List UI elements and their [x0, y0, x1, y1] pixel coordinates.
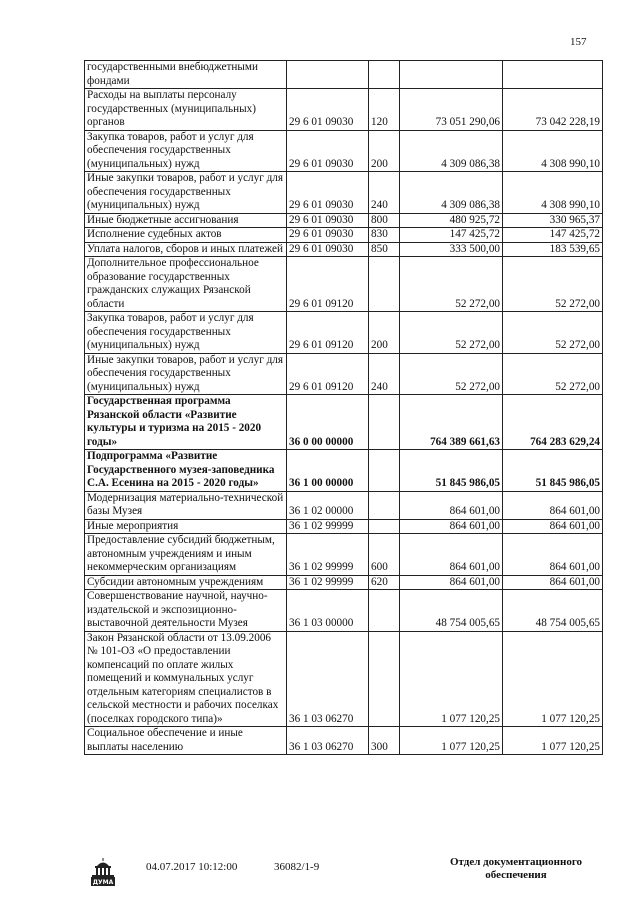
row-name-cell: Иные закупки товаров, работ и услуг для обеспечения государственных (муниципальных) нужд	[85, 172, 287, 214]
row-type-cell: 300	[369, 727, 400, 755]
row-name-cell: Иные закупки товаров, работ и услуг для обеспечения государственных (муниципальных) нужд	[85, 353, 287, 395]
row-code-cell: 36 0 00 00000	[287, 395, 369, 450]
row-code-cell: 29 6 01 09030	[287, 228, 369, 243]
row-amount-year2-cell: 864 601,00	[503, 575, 603, 590]
row-name-cell: Закупка товаров, работ и услуг для обеспечения государственных (муниципальных) нужд	[85, 312, 287, 354]
row-amount-year1-cell: 764 389 661,63	[400, 395, 503, 450]
row-type-cell	[369, 61, 400, 89]
row-code-cell: 36 1 00 00000	[287, 450, 369, 492]
row-type-cell	[369, 450, 400, 492]
row-amount-year1-cell: 51 845 986,05	[400, 450, 503, 492]
table-row	[85, 312, 603, 354]
row-amount-year2-cell: 1 077 120,25	[503, 727, 603, 755]
row-name-cell: Социальное обеспечение и иные выплаты населению	[85, 727, 287, 755]
row-amount-year2-cell: 764 283 629,24	[503, 395, 603, 450]
row-code-cell: 36 1 03 06270	[287, 727, 369, 755]
row-type-cell	[369, 519, 400, 534]
row-code-cell: 36 1 02 00000	[287, 491, 369, 519]
row-amount-year2-cell: 864 601,00	[503, 519, 603, 534]
row-code-cell: 29 6 01 09030	[287, 213, 369, 228]
row-amount-year1-cell: 864 601,00	[400, 519, 503, 534]
row-amount-year2-cell: 52 272,00	[503, 312, 603, 354]
row-type-cell: 240	[369, 172, 400, 214]
row-name-cell: государственными внебюджетными фондами	[85, 61, 287, 89]
row-code-cell: 29 6 01 09030	[287, 242, 369, 257]
row-name-cell: Уплата налогов, сборов и иных платежей	[85, 242, 287, 257]
row-name-cell: Субсидии автономным учреждениям	[85, 575, 287, 590]
row-type-cell	[369, 631, 400, 727]
row-amount-year1-cell	[400, 61, 503, 89]
table-row	[85, 631, 603, 727]
row-type-cell: 800	[369, 213, 400, 228]
table-row	[85, 257, 603, 312]
row-name-cell: Иные бюджетные ассигнования	[85, 213, 287, 228]
row-name-cell: Предоставление субсидий бюджетным, автономным учреждениям и иным некоммерческим организациям	[85, 534, 287, 576]
row-name-cell: Иные мероприятия	[85, 519, 287, 534]
row-type-cell: 850	[369, 242, 400, 257]
logo-text: ДУМА	[92, 879, 114, 886]
row-name-cell: Дополнительное профессиональное образование государственных гражданских служащих Рязанской области	[85, 257, 287, 312]
budget-table-body	[85, 61, 603, 755]
budget-table	[84, 60, 603, 755]
row-amount-year1-cell: 4 309 086,38	[400, 130, 503, 172]
table-row	[85, 213, 603, 228]
footer	[0, 852, 640, 902]
row-type-cell: 240	[369, 353, 400, 395]
table-row	[85, 61, 603, 89]
row-type-cell: 120	[369, 89, 400, 131]
table-row	[85, 242, 603, 257]
row-amount-year1-cell: 864 601,00	[400, 491, 503, 519]
row-amount-year1-cell: 1 077 120,25	[400, 727, 503, 755]
row-amount-year1-cell: 147 425,72	[400, 228, 503, 243]
row-type-cell: 600	[369, 534, 400, 576]
row-amount-year1-cell: 48 754 005,65	[400, 590, 503, 632]
row-code-cell: 29 6 01 09030	[287, 130, 369, 172]
table-row	[85, 491, 603, 519]
row-type-cell: 830	[369, 228, 400, 243]
row-amount-year2-cell: 51 845 986,05	[503, 450, 603, 492]
row-code-cell: 29 6 01 09120	[287, 312, 369, 354]
row-amount-year2-cell: 73 042 228,19	[503, 89, 603, 131]
row-amount-year1-cell: 73 051 290,06	[400, 89, 503, 131]
row-type-cell: 620	[369, 575, 400, 590]
page-number: 157	[570, 36, 587, 48]
row-amount-year2-cell: 147 425,72	[503, 228, 603, 243]
row-name-cell: Модернизация материально-технической базы Музея	[85, 491, 287, 519]
row-amount-year2-cell: 330 965,37	[503, 213, 603, 228]
table-row	[85, 450, 603, 492]
row-code-cell: 29 6 01 09120	[287, 257, 369, 312]
table-row	[85, 172, 603, 214]
row-type-cell	[369, 257, 400, 312]
row-name-cell: Исполнение судебных актов	[85, 228, 287, 243]
table-row	[85, 519, 603, 534]
row-code-cell: 36 1 03 06270	[287, 631, 369, 727]
row-code-cell	[287, 61, 369, 89]
row-amount-year2-cell: 4 308 990,10	[503, 130, 603, 172]
row-name-cell: Подпрограмма «Развитие Государственного музея-заповедника С.А. Есенина на 2015 - 2020 годы»	[85, 450, 287, 492]
row-type-cell	[369, 590, 400, 632]
row-amount-year2-cell: 1 077 120,25	[503, 631, 603, 727]
row-code-cell: 36 1 02 99999	[287, 519, 369, 534]
row-code-cell: 29 6 01 09030	[287, 172, 369, 214]
table-row	[85, 395, 603, 450]
row-code-cell: 29 6 01 09030	[287, 89, 369, 131]
row-code-cell: 36 1 02 99999	[287, 534, 369, 576]
row-amount-year1-cell: 1 077 120,25	[400, 631, 503, 727]
table-row	[85, 727, 603, 755]
row-amount-year1-cell: 333 500,00	[400, 242, 503, 257]
row-amount-year2-cell: 864 601,00	[503, 534, 603, 576]
row-amount-year1-cell: 864 601,00	[400, 534, 503, 576]
row-amount-year2-cell: 52 272,00	[503, 257, 603, 312]
row-amount-year2-cell: 52 272,00	[503, 353, 603, 395]
row-type-cell: 200	[369, 312, 400, 354]
row-amount-year2-cell	[503, 61, 603, 89]
row-name-cell: Закон Рязанской области от 13.09.2006 № 101-ОЗ «О предоставлении компенсаций по оплате жилых помещений и коммунальных услуг отдельным категориям специалистов в сельской местности и рабочих поселках (поселках городского типа)»	[85, 631, 287, 727]
duma-building-logo-icon	[88, 856, 118, 890]
row-amount-year1-cell: 52 272,00	[400, 312, 503, 354]
row-code-cell: 36 1 03 00000	[287, 590, 369, 632]
row-name-cell: Совершенствование научной, научно-издательской и экспозиционно-выставочной деятельности Музея	[85, 590, 287, 632]
footer-doc-number: 36082/1-9	[274, 861, 320, 873]
row-type-cell	[369, 395, 400, 450]
row-code-cell: 36 1 02 99999	[287, 575, 369, 590]
row-name-cell: Закупка товаров, работ и услуг для обеспечения государственных (муниципальных) нужд	[85, 130, 287, 172]
table-row	[85, 575, 603, 590]
table-row	[85, 590, 603, 632]
table-row	[85, 130, 603, 172]
row-amount-year1-cell: 52 272,00	[400, 257, 503, 312]
row-amount-year1-cell: 52 272,00	[400, 353, 503, 395]
row-amount-year2-cell: 183 539,65	[503, 242, 603, 257]
row-amount-year2-cell: 864 601,00	[503, 491, 603, 519]
row-amount-year1-cell: 4 309 086,38	[400, 172, 503, 214]
row-code-cell: 29 6 01 09120	[287, 353, 369, 395]
row-name-cell: Государственная программа Рязанской области «Развитие культуры и туризма на 2015 - 2020 годы»	[85, 395, 287, 450]
row-amount-year1-cell: 480 925,72	[400, 213, 503, 228]
row-type-cell	[369, 491, 400, 519]
row-amount-year1-cell: 864 601,00	[400, 575, 503, 590]
row-type-cell: 200	[369, 130, 400, 172]
row-amount-year2-cell: 4 308 990,10	[503, 172, 603, 214]
table-row	[85, 228, 603, 243]
footer-date: 04.07.2017 10:12:00	[146, 861, 238, 873]
table-row	[85, 89, 603, 131]
table-row	[85, 353, 603, 395]
row-amount-year2-cell: 48 754 005,65	[503, 590, 603, 632]
row-name-cell: Расходы на выплаты персоналу государственных (муниципальных) органов	[85, 89, 287, 131]
table-row	[85, 534, 603, 576]
footer-department: Отдел документационного обеспечения	[449, 856, 583, 881]
